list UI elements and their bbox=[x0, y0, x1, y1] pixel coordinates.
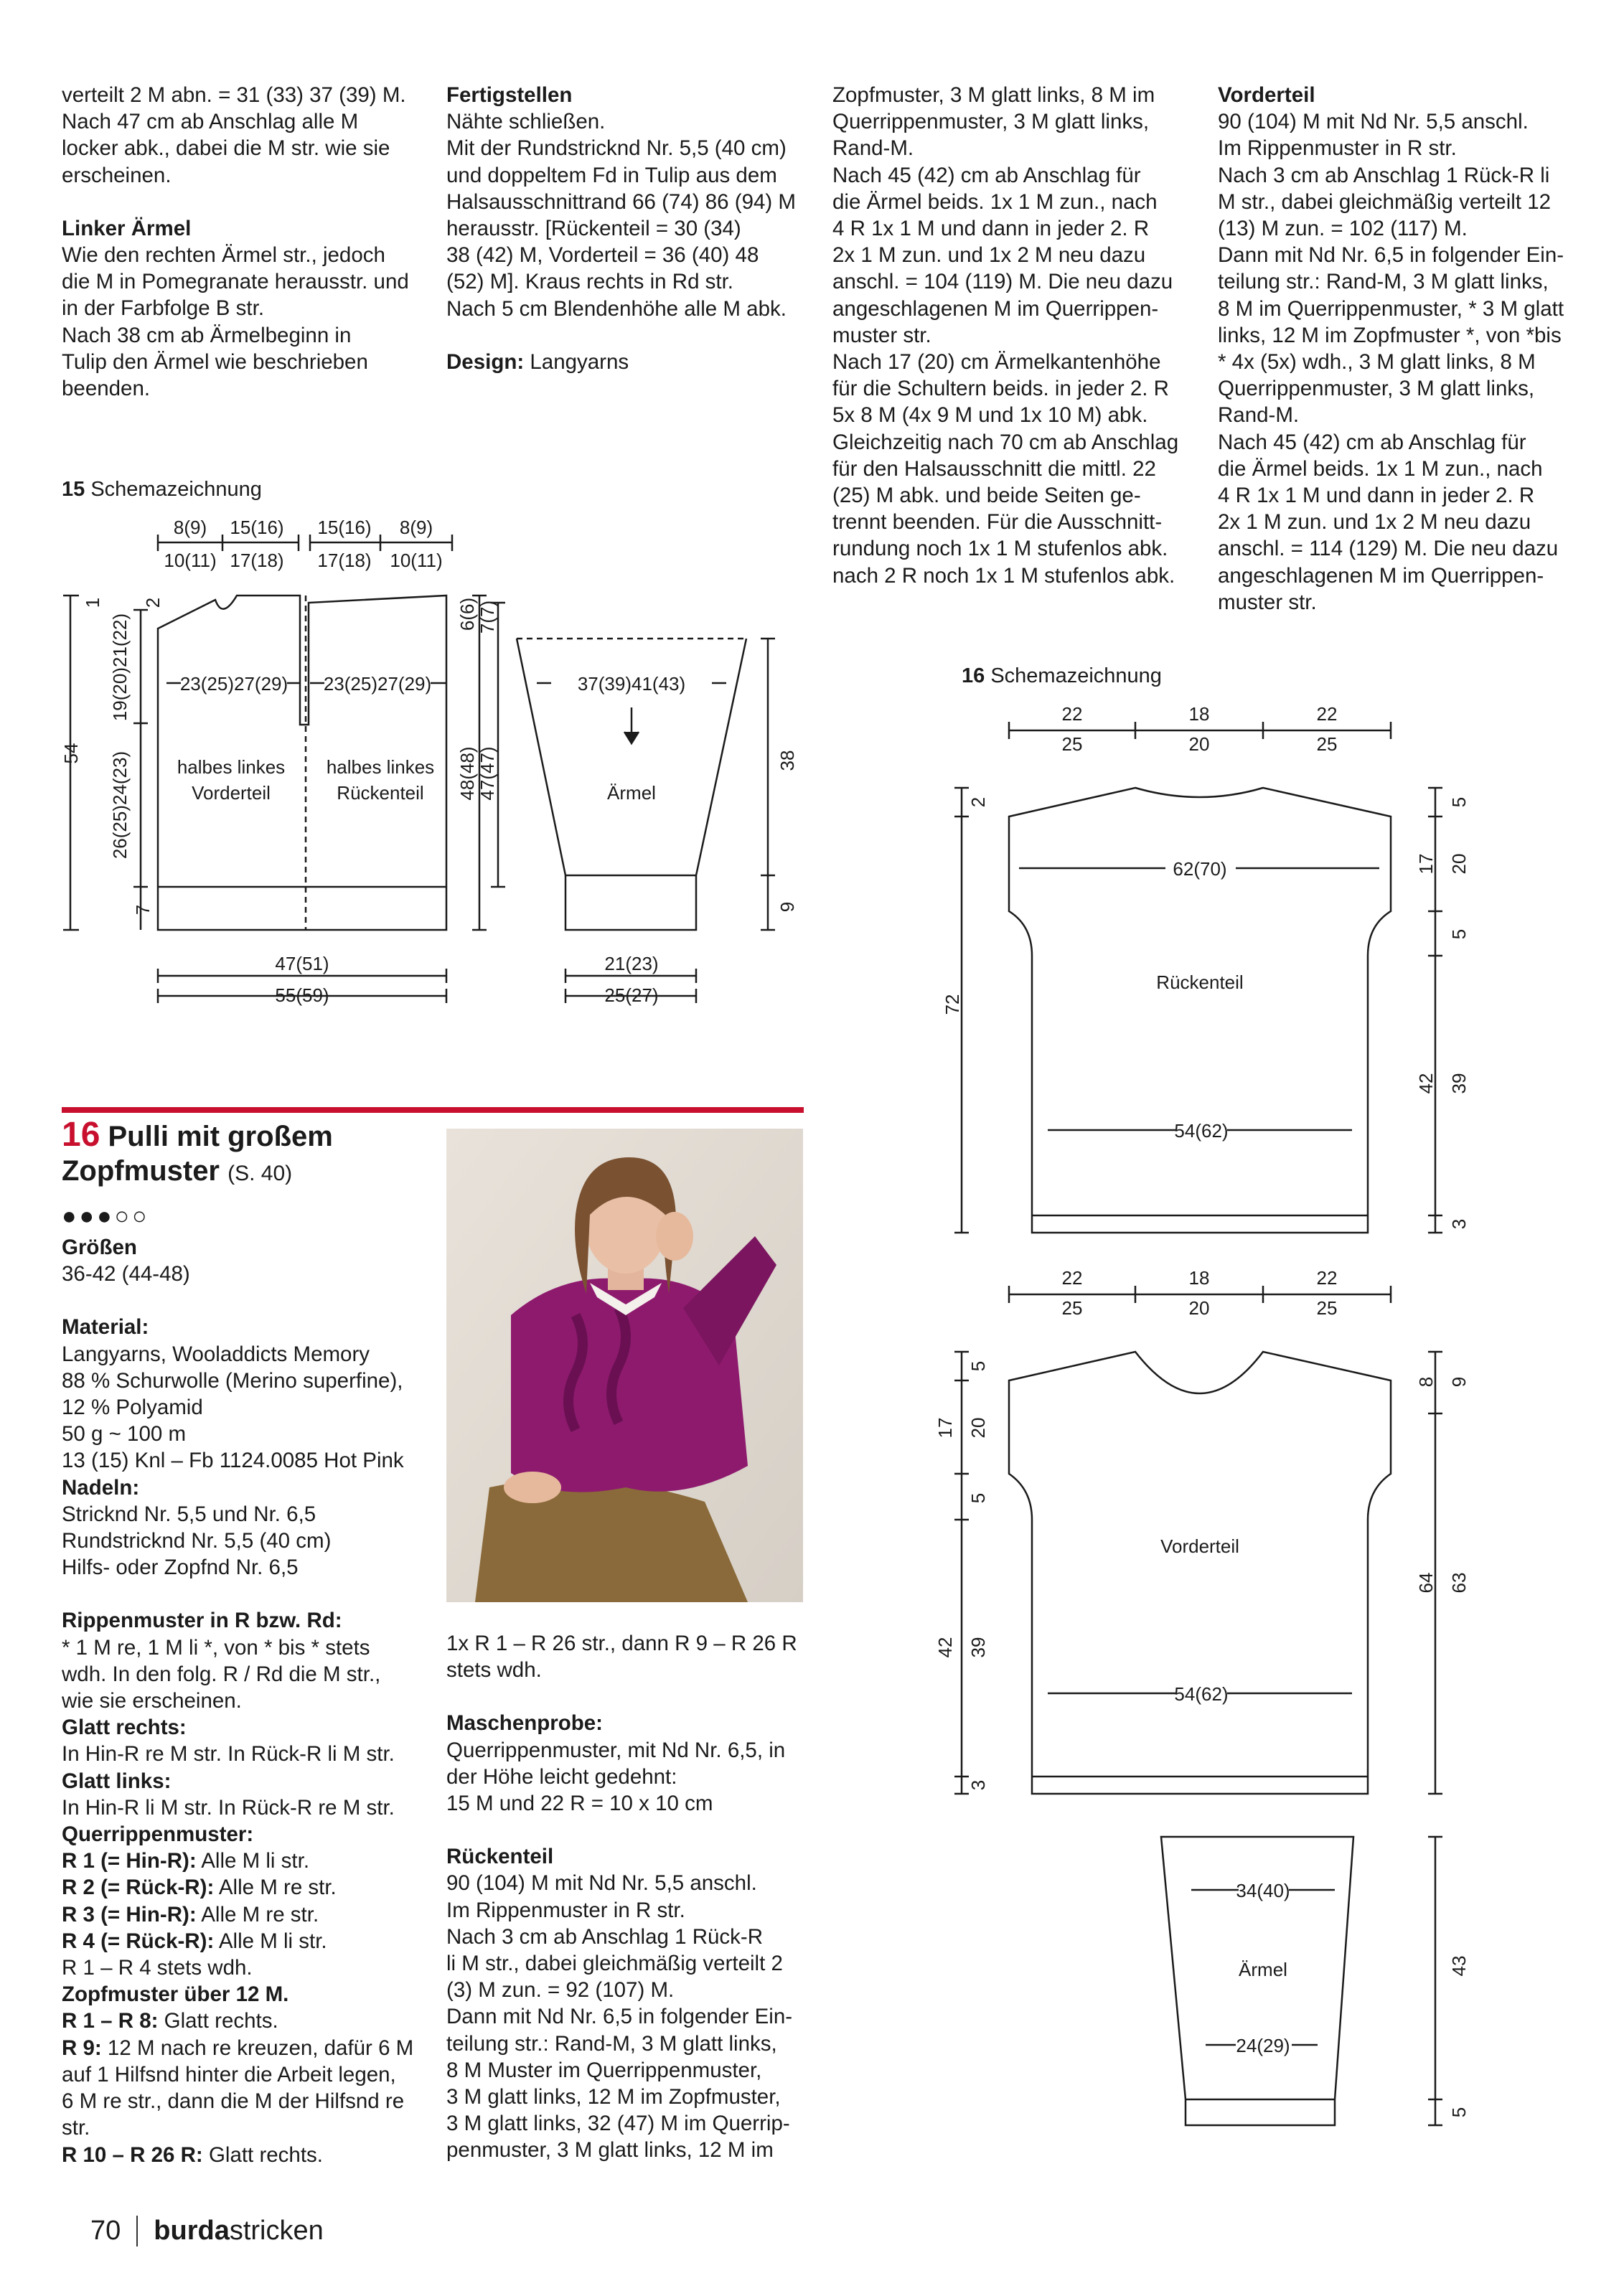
needles-text: Stricknd Nr. 5,5 und Nr. 6,5 Rundstricknd Nr. 5,5 (40 cm) Hilfs- oder Zopfnd Nr. 6,5 bbox=[62, 1502, 332, 1580]
s16-front-top-4: 25 bbox=[1061, 1297, 1083, 1319]
s16-back-left-2: 2 bbox=[967, 796, 989, 808]
heading-left-sleeve: Linker Ärmel bbox=[62, 216, 192, 240]
cross-rib-repeat: R 1 – R 4 stets wdh. bbox=[62, 1956, 253, 1980]
s16-front-top-6: 25 bbox=[1316, 1297, 1338, 1319]
s16-back-right-20: 20 bbox=[1448, 853, 1470, 875]
s15-sleeve-h2: 9 bbox=[776, 901, 798, 913]
s16-front-left-20: 20 bbox=[967, 1417, 989, 1439]
heading-front: Vorderteil bbox=[1218, 83, 1315, 107]
s15-width-back: 23(25)27(29) bbox=[323, 673, 432, 695]
difficulty-rating: ●●●○○ bbox=[62, 1203, 150, 1230]
s15-sleeve-label: Ärmel bbox=[607, 782, 656, 804]
s16-front-right-8: 8 bbox=[1415, 1376, 1437, 1388]
s15-left-total: 54 bbox=[60, 743, 82, 764]
s15-top-g: 17(18) bbox=[317, 550, 372, 571]
brand-logo: burdastricken bbox=[154, 2216, 324, 2246]
s15-sleeve-b1: 21(23) bbox=[604, 953, 659, 974]
model-photo bbox=[446, 1129, 803, 1602]
scheme16-label: 16 Schemazeichnung bbox=[962, 664, 1162, 687]
s15-bottom-1: 47(51) bbox=[275, 953, 329, 974]
cable-r10-26: R 10 – R 26 R: Glatt rechts. bbox=[62, 2142, 323, 2167]
cross-rib-r2: R 2 (= Rück-R): Alle M re str. bbox=[62, 1876, 337, 1900]
col1-bottom bbox=[62, 1234, 435, 2168]
col1-text-b: Wie den rechten Ärmel str., jedoch die M in Pomegranate herausstr. und in der Farbfolge B str. Nach 38 cm ab Ärmelbeginn in Tulip den Ärmel wie beschrieben beenden. bbox=[62, 243, 409, 401]
s15-top-f: 17(18) bbox=[230, 550, 284, 571]
gauge-text: Querrippenmuster, mit Nd Nr. 6,5, in der Höhe leicht gedehnt: 15 M und 22 R = 10 x 10 cm bbox=[446, 1738, 786, 1816]
s16-front-top-3: 22 bbox=[1316, 1267, 1338, 1289]
s16-front-left-42: 42 bbox=[934, 1637, 956, 1658]
s15-top-e: 10(11) bbox=[164, 550, 217, 571]
reverse-stockinette-text: In Hin-R li M str. In Rück-R re M str. bbox=[62, 1795, 395, 1820]
s15-sleeve-h1: 38 bbox=[776, 750, 798, 771]
finishing-text: Nähte schließen. Mit der Rundstricknd Nr. 5,5 (40 cm) und doppeltem Fd in Tulip aus dem Halsausschnittrand 66 (74) 86 (94) M herausstr. [Rückenteil = 30 (34) 38 (42) M, Vorderteil = 36 (40) 48 (52) M]. Kraus rechts in Rd str. Nach 5 cm Blendenhöhe alle M abk. bbox=[446, 110, 796, 321]
col4-top bbox=[1218, 82, 1598, 616]
material-text: Langyarns, Wooladdicts Memory 88 % Schurwolle (Merino superfine), 12 % Polyamid 50 g ~ 100 m 13 (15) Knl – Fb 1124.0085 Hot Pink bbox=[62, 1342, 404, 1473]
s15-top-d: 8(9) bbox=[399, 517, 433, 538]
design-credit: Design: Langyarns bbox=[446, 349, 629, 374]
rib-heading: Rippenmuster in R bzw. Rd: bbox=[62, 1609, 342, 1633]
pattern-name: Pulli mit großem Zopfmuster bbox=[62, 1121, 333, 1187]
s15-label-front-2: Vorderteil bbox=[192, 782, 271, 804]
s16-back-right-5b: 5 bbox=[1448, 928, 1470, 940]
s15-label-back-1: halbes linkes bbox=[326, 756, 435, 778]
s16-sleeve-right-43: 43 bbox=[1448, 1955, 1470, 1977]
page-footer bbox=[90, 2216, 324, 2246]
s16-front-top-5: 20 bbox=[1188, 1297, 1210, 1319]
s16-back-right-3: 3 bbox=[1448, 1218, 1470, 1230]
sizes-heading: Größen bbox=[62, 1236, 137, 1259]
s15-sleeve-width: 37(39)41(43) bbox=[577, 673, 686, 695]
cross-rib-heading: Querrippenmuster: bbox=[62, 1822, 254, 1847]
s16-back-top-3: 22 bbox=[1316, 703, 1338, 725]
heading-finishing: Fertigstellen bbox=[446, 83, 573, 107]
s16-sleeve-label: Ärmel bbox=[1239, 1959, 1287, 1980]
s15-sleeve-b2: 25(27) bbox=[604, 984, 659, 1006]
s15-top-a: 8(9) bbox=[173, 517, 207, 538]
s16-front-right-63: 63 bbox=[1448, 1572, 1470, 1594]
stockinette-text: In Hin-R re M str. In Rück-R li M str. bbox=[62, 1742, 395, 1766]
s15-left-armhole: 19(20)21(22) bbox=[109, 613, 131, 722]
stockinette-heading: Glatt rechts: bbox=[62, 1716, 187, 1740]
reverse-stockinette-heading: Glatt links: bbox=[62, 1769, 172, 1793]
s16-front-label: Vorderteil bbox=[1160, 1535, 1239, 1557]
s16-back-right-17: 17 bbox=[1415, 853, 1437, 875]
s15-width-front: 23(25)27(29) bbox=[179, 673, 288, 695]
s15-bottom-2: 55(59) bbox=[275, 984, 329, 1006]
s16-front-left-3: 3 bbox=[967, 1779, 989, 1791]
s16-back-hem: 54(62) bbox=[1174, 1120, 1229, 1142]
cable-r1-8: R 1 – R 8: Glatt rechts. bbox=[62, 2009, 278, 2033]
col2-top bbox=[446, 82, 812, 375]
s15-right-3: 48(48) bbox=[456, 746, 478, 801]
pattern-title bbox=[62, 1118, 449, 1191]
s16-front-left-5a: 5 bbox=[967, 1360, 989, 1372]
s16-back-right-5a: 5 bbox=[1448, 796, 1470, 808]
pattern-number: 16 bbox=[62, 1116, 100, 1154]
col2-bottom bbox=[446, 1630, 820, 2164]
s15-right-4: 47(47) bbox=[477, 746, 498, 801]
s16-front-hem: 54(62) bbox=[1174, 1683, 1229, 1705]
back-heading: Rückenteil bbox=[446, 1845, 554, 1869]
cross-rib-r1: R 1 (= Hin-R): Alle M li str. bbox=[62, 1849, 310, 1873]
s16-back-top-6: 25 bbox=[1316, 733, 1338, 755]
s16-back-top-5: 20 bbox=[1188, 733, 1210, 755]
cross-rib-r3: R 3 (= Hin-R): Alle M re str. bbox=[62, 1902, 319, 1926]
scheme15-label: 15 Schemazeichnung bbox=[62, 478, 262, 501]
s15-left-1: 1 bbox=[82, 597, 103, 608]
s16-front-top-1: 22 bbox=[1061, 1267, 1083, 1289]
s16-front-top-2: 18 bbox=[1188, 1267, 1210, 1289]
s16-back-top-1: 22 bbox=[1061, 703, 1083, 725]
s15-left-2: 2 bbox=[142, 597, 164, 608]
col1-text-a: verteilt 2 M abn. = 31 (33) 37 (39) M. Nach 47 cm ab Anschlag alle M locker abk., dabei die M str. wie sie erscheinen. bbox=[62, 83, 406, 187]
s15-label-front-1: halbes linkes bbox=[177, 756, 286, 778]
cable-r9: R 9: 12 M nach re kreuzen, dafür 6 M auf 1 Hilfsnd hinter die Arbeit legen, 6 M re str., dann die M der Hilfsnd re str. bbox=[62, 2036, 414, 2140]
cable-continue: 1x R 1 – R 26 str., dann R 9 – R 26 R stets wdh. bbox=[446, 1632, 797, 1683]
s15-top-c: 15(16) bbox=[317, 517, 372, 538]
col3-top bbox=[832, 82, 1213, 589]
gauge-heading: Maschenprobe: bbox=[446, 1711, 604, 1736]
s16-back-right-39: 39 bbox=[1448, 1073, 1470, 1094]
accent-rule bbox=[62, 1107, 804, 1113]
s16-back-label: Rückenteil bbox=[1156, 971, 1244, 993]
s16-back-top-2: 18 bbox=[1188, 703, 1210, 725]
cable-heading: Zopfmuster über 12 M. bbox=[62, 1982, 289, 2007]
s16-back-right-42: 42 bbox=[1415, 1073, 1437, 1094]
s15-top-b: 15(16) bbox=[230, 517, 284, 538]
s15-right-1: 6(6) bbox=[456, 597, 478, 631]
s16-front-left-5b: 5 bbox=[967, 1492, 989, 1504]
back-text: 90 (104) M mit Nd Nr. 5,5 anschl. Im Rippenmuster in R str. Nach 3 cm ab Anschlag 1 Rück-R li M str., dabei gleichmäßig verteilt 2 (3) M zun. = 92 (107) M. Dann mit Nd Nr. 6,5 in folgender Ein- teilung str.: Rand-M, 3 M glatt links, 8 M Muster im Querrippenmuster, 3 M glatt links, 12 M im Zopfmuster, 3 M glatt links, 32 (47) M im Querrip- penmuster, 3 M glatt links, 12 M im bbox=[446, 1871, 793, 2163]
s16-front-right-9: 9 bbox=[1448, 1376, 1470, 1388]
pattern-ref: (S. 40) bbox=[227, 1162, 293, 1185]
front-text: 90 (104) M mit Nd Nr. 5,5 anschl. Im Rippenmuster in R str. Nach 3 cm ab Anschlag 1 Rück-R li M str., dabei gleichmäßig verteilt 12 (13) M zun. = 102 (117) M. Dann mit Nd Nr. 6,5 in folgender Ein- teilung str.: Rand-M, 3 M glatt links, 8 M im Querrippenmuster, * 3 M glatt links, 12 M im Zopfmuster *, von *bis * 4x (5x) wdh., 3 M glatt links, 8 M Querrippenmuster, 3 M glatt links, Rand-M. Nach 45 (42) cm ab Anschlag für die Ärmel beids. 1x 1 M zun., nach 4 R 1x 1 M und dann in jeder 2. R 2x 1 M zun. und 1x 2 M neu dazu anschl. = 114 (129) M. Die neu dazu angeschlagenen M im Querrippen- muster str. bbox=[1218, 110, 1564, 614]
s15-left-rib: 7 bbox=[132, 904, 154, 916]
s15-left-body: 26(25)24(23) bbox=[109, 751, 131, 860]
s16-back-left-72: 72 bbox=[942, 994, 963, 1015]
s15-label-back-2: Rückenteil bbox=[337, 782, 424, 804]
s16-front-left-17: 17 bbox=[934, 1417, 956, 1439]
s16-sleeve-bottom: 24(29) bbox=[1236, 2035, 1290, 2056]
rib-text: * 1 M re, 1 M li *, von * bis * stets wdh. In den folg. R / Rd die M str., wie sie erscheinen. bbox=[62, 1635, 381, 1713]
s16-sleeve-right-5: 5 bbox=[1448, 2107, 1470, 2118]
page-number: 70 bbox=[90, 2216, 138, 2246]
s16-front-right-64: 64 bbox=[1415, 1572, 1437, 1594]
material-heading: Material: bbox=[62, 1315, 149, 1340]
sizes-text: 36-42 (44-48) bbox=[62, 1262, 190, 1286]
col3-text: Zopfmuster, 3 M glatt links, 8 M im Querrippenmuster, 3 M glatt links, Rand-M. Nach 45 (42) cm ab Anschlag für die Ärmel beids. 1x 1 M zun., nach 4 R 1x 1 M und dann in jeder 2. R 2x 1 M zun. und 1x 2 M neu dazu anschl. = 104 (119) M. Die neu dazu angeschlagenen M im Querrippen- muster str. Nach 17 (20) cm Ärmelkantenhöhe für die Schultern beids. in jeder 2. R 5x 8 M (4x 9 M und 1x 10 M) abk. Gleichzeitig nach 70 cm ab Anschlag für den Halsausschnitt die mittl. 22 (25) M abk. und beide Seiten ge- trennt beenden. Für die Ausschnitt- rundung noch 1x 1 M stufenlos abk. nach 2 R noch 1x 1 M stufenlos abk. bbox=[832, 83, 1179, 588]
needles-heading: Nadeln: bbox=[62, 1475, 140, 1500]
s15-right-2: 7(7) bbox=[477, 600, 498, 634]
s16-front-left-39: 39 bbox=[967, 1637, 989, 1658]
cross-rib-r4: R 4 (= Rück-R): Alle M li str. bbox=[62, 1929, 327, 1953]
s16-sleeve-top: 34(40) bbox=[1236, 1880, 1290, 1901]
s16-back-top-4: 25 bbox=[1061, 733, 1083, 755]
s15-top-h: 10(11) bbox=[390, 550, 443, 571]
s16-back-chest: 62(70) bbox=[1173, 858, 1227, 880]
col1-top bbox=[62, 82, 428, 402]
